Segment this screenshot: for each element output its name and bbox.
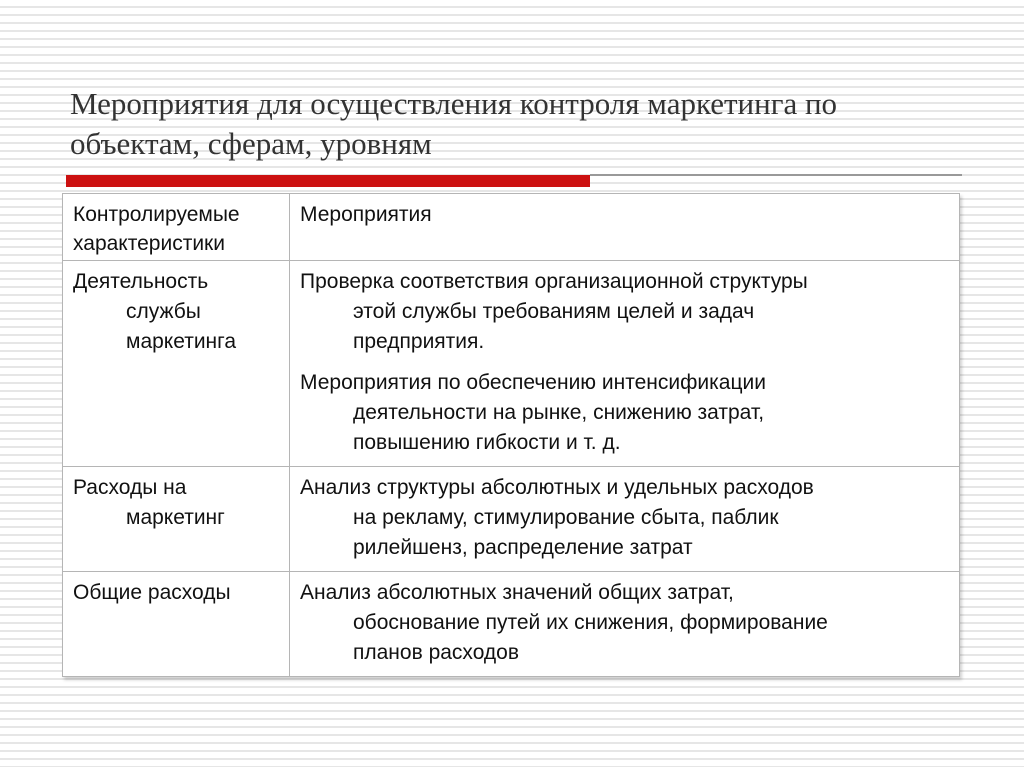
- measure-paragraph: Анализ структуры абсолютных и удельных расходов на рекламу, стимулирование сбыта, паблик рилейшенз, распределение затрат: [300, 476, 814, 559]
- measure-paragraph: Проверка соответствия организационной структуры этой службы требованиям целей и задач предприятия.: [300, 270, 808, 353]
- table-row: [63, 572, 960, 677]
- slide-title: [70, 84, 970, 164]
- characteristic-text: Расходы на маркетинг: [73, 476, 225, 529]
- measures-cell: [290, 572, 960, 677]
- characteristic-text: Общие расходы: [73, 581, 231, 604]
- marketing-control-table: [62, 193, 960, 677]
- measures-cell: [290, 261, 960, 467]
- slide-title-line-1: Мероприятия для осуществления контроля маркетинга по: [70, 86, 838, 121]
- characteristic-cell: [63, 261, 290, 467]
- characteristic-text: Деятельность службы маркетинга: [73, 270, 237, 353]
- title-accent-bar: [66, 175, 590, 187]
- header-cell-measures: Мероприятия: [290, 194, 960, 261]
- slide-title-line-2: объектам, сферам, уровням: [70, 126, 432, 161]
- characteristic-cell: [63, 572, 290, 677]
- measure-paragraph: Мероприятия по обеспечению интенсификации деятельности на рынке, снижению затрат, повышению гибкости и т. д.: [300, 371, 766, 454]
- characteristic-cell: [63, 467, 290, 572]
- table-row: [63, 261, 960, 467]
- measures-cell: [290, 467, 960, 572]
- header-cell-characteristics: Контролируемые характеристики: [63, 194, 290, 261]
- table-row: [63, 467, 960, 572]
- table-header-row: [63, 194, 960, 261]
- title-divider-line: [590, 174, 962, 176]
- measure-paragraph: Анализ абсолютных значений общих затрат, обоснование путей их снижения, формирование планов расходов: [300, 581, 828, 664]
